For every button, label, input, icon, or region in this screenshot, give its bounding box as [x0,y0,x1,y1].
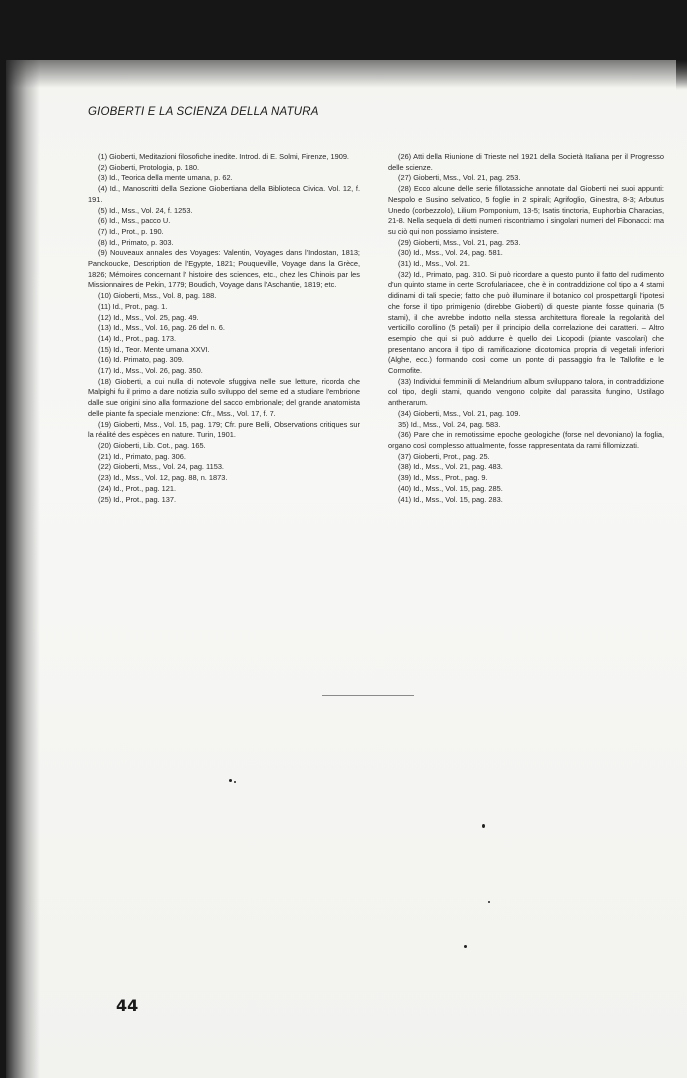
footnote: (36) Pare che in remotissime epoche geologiche (forse nel devoniano) la foglia, organo così complesso attualmente, fosse rappresentata da rami fillomizzati. [388,430,664,450]
footnote: (21) Id., Primato, pag. 306. [98,451,186,461]
footnote: (40) Id., Mss., Vol. 15, pag. 285. [398,483,503,493]
binding-shadow [6,60,40,1078]
corner-shadow [676,60,687,90]
footnote: (17) Id., Mss., Vol. 26, pag. 350. [98,366,203,376]
footnote: (9) Nouveaux annales des Voyages: Valentin, Voyages dans l'Indostan, 1813; Panckoucke, Description de l'Egypte, 1821; Pouqueville, Voyage dans la Grèce, 1826; Mémoires concernant l' histoire des sciences, etc., chez les Chinois par les Missionnaires de Pekin, 1779; Boudich, Voyage dans l'Aschantie, 1819; etc. [88,248,360,290]
footnote: (13) Id., Mss., Vol. 16, pag. 26 del n. 6. [98,323,225,333]
scan-speck [229,779,232,782]
footnote: (6) Id., Mss., pacco U. [98,216,171,226]
footnote: (8) Id., Primato, p. 303. [98,237,174,247]
scan-speck [488,901,490,903]
footnote: (39) Id., Mss., Prot., pag. 9. [398,473,488,483]
footnote: (7) Id., Prot., p. 190. [98,226,164,236]
footnote: (29) Gioberti, Mss., Vol. 21, pag. 253. [398,237,521,247]
footnote: (26) Atti della Riunione di Trieste nel 1921 della Società Italiana per il Progresso delle scienze. [388,152,664,172]
footnote: (37) Gioberti, Prot., pag. 25. [398,451,490,461]
scan-speck [234,781,236,783]
footnote: (18) Gioberti, a cui nulla di notevole sfuggiva nelle sue letture, ricorda che Malpighi fu il primo a dare notizia sullo sviluppo del seme ed a studiare l'embrione dalle sue origini sino alla formazione del sacco embrionale; del grande anatomista delle piante fa speciale menzione: Cfr., Mss., Vol. 17, f. 7. [88,376,360,418]
footnote: (28) Ecco alcune delle serie fillotassiche annotate dal Gioberti nei suoi appunti: Nespolo e Susino selvatico, 5 foglie in 2 spirali; Agrifoglio, Ginestra, 8-3; Arbutus Unedo (corbezzolo), Lilium Pomponium, 13-5; Isatis tinctoria, Euphorbia Characias, 21-8. Nella sequela di detti numeri riscontriamo i singolari numeri del Fibonacci: ma su ciò qui non possiamo insistere. [388,184,664,236]
footnote: (10) Gioberti, Mss., Vol. 8, pag. 188. [98,291,217,301]
footnote: (22) Gioberti, Mss., Vol. 24, pag. 1153. [98,462,224,472]
footnote: (24) Id., Prot., pag. 121. [98,483,177,493]
footnote: (15) Id., Teor. Mente umana XXVI. [98,344,210,354]
footnote: (32) Id., Primato, pag. 310. Si può ricordare a questo punto il fatto del rudimento d'un quinto stame in certe Scrofulariacee, che è in contraddizione col tipo a 4 stami didinami di tali specie; fatto che può illuminare il botanico col prospettargli l'ipotesi che forse il tipo primigenio (direbbe Gioberti) di queste piante fosse quinaria (5 stami), il che avrebbe indotto nella stessa architettura floreale la regolarità del verticillo corollino (5 petali) per il principio della correlazione dei caratteri. – Altro esempio che qui si può addurre è quello dei Licopodi (piante vascolari) che presentano ancora il tipo di ramificazione dicotomica propria di vegetali inferiori (Alghe, ecc.) formando così come un ponte di passaggio fra le Tallofite e le Cormofite. [388,269,664,376]
notes-column-left [88,152,360,505]
footnote: (20) Gioberti, Lib. Cot., pag. 165. [98,440,206,450]
notes-column-right [388,152,664,505]
section-divider [322,695,414,696]
footnote: 35) Id., Mss., Vol. 24, pag. 583. [398,419,501,429]
footnote: (41) Id., Mss., Vol. 15, pag. 283. [398,494,503,504]
top-shadow [6,60,687,88]
page-number: 44 [116,996,139,1015]
footnote: (33) Individui femminili di Melandrium album sviluppano talora, in contraddizione col tipo, degli stami, quando vengono colpite dal parassita fungino, Ustilago antherarum. [388,376,664,408]
footnote: (11) Id., Prot., pag. 1. [98,301,168,311]
footnote: (5) Id., Mss., Vol. 24, f. 1253. [98,205,193,215]
footnote: (2) Gioberti, Protologia, p. 180. [98,162,200,172]
running-title: GIOBERTI E LA SCIENZA DELLA NATURA [88,106,319,118]
footnote: (16) Id. Primato, pag. 309. [98,355,184,365]
footnote: (1) Gioberti, Meditazioni filosofiche inedite. Introd. di E. Solmi, Firenze, 1909. [98,152,349,161]
footnote: (30) Id., Mss., Vol. 24, pag. 581. [398,248,503,258]
footnote: (38) Id., Mss., Vol. 21, pag. 483. [398,462,503,472]
footnote: (34) Gioberti, Mss., Vol. 21, pag. 109. [398,408,521,418]
footnote: (31) Id., Mss., Vol. 21. [398,259,470,269]
footnote: (27) Gioberti, Mss., Vol. 21, pag. 253. [398,173,521,183]
footnote: (19) Gioberti, Mss., Vol. 15, pag. 179; Cfr. pure Belli, Observations critiques sur la réalité des espèces en nature. Turin, 1901. [88,419,360,440]
scan-speck [464,945,467,948]
scan-speck [482,824,485,828]
footnote: (12) Id., Mss., Vol. 25, pag. 49. [98,312,199,322]
footnote: (25) Id., Prot., pag. 137. [98,494,177,504]
footnote: (3) Id., Teorica della mente umana, p. 62. [98,173,233,183]
footnote: (23) Id., Mss., Vol. 12, pag. 88, n. 1873. [98,473,228,483]
footnote: (4) Id., Manoscritti della Sezione Giobertiana della Biblioteca Civica. Vol. 12, f. 191. [88,184,360,204]
footnote: (14) Id., Prot., pag. 173. [98,333,177,343]
